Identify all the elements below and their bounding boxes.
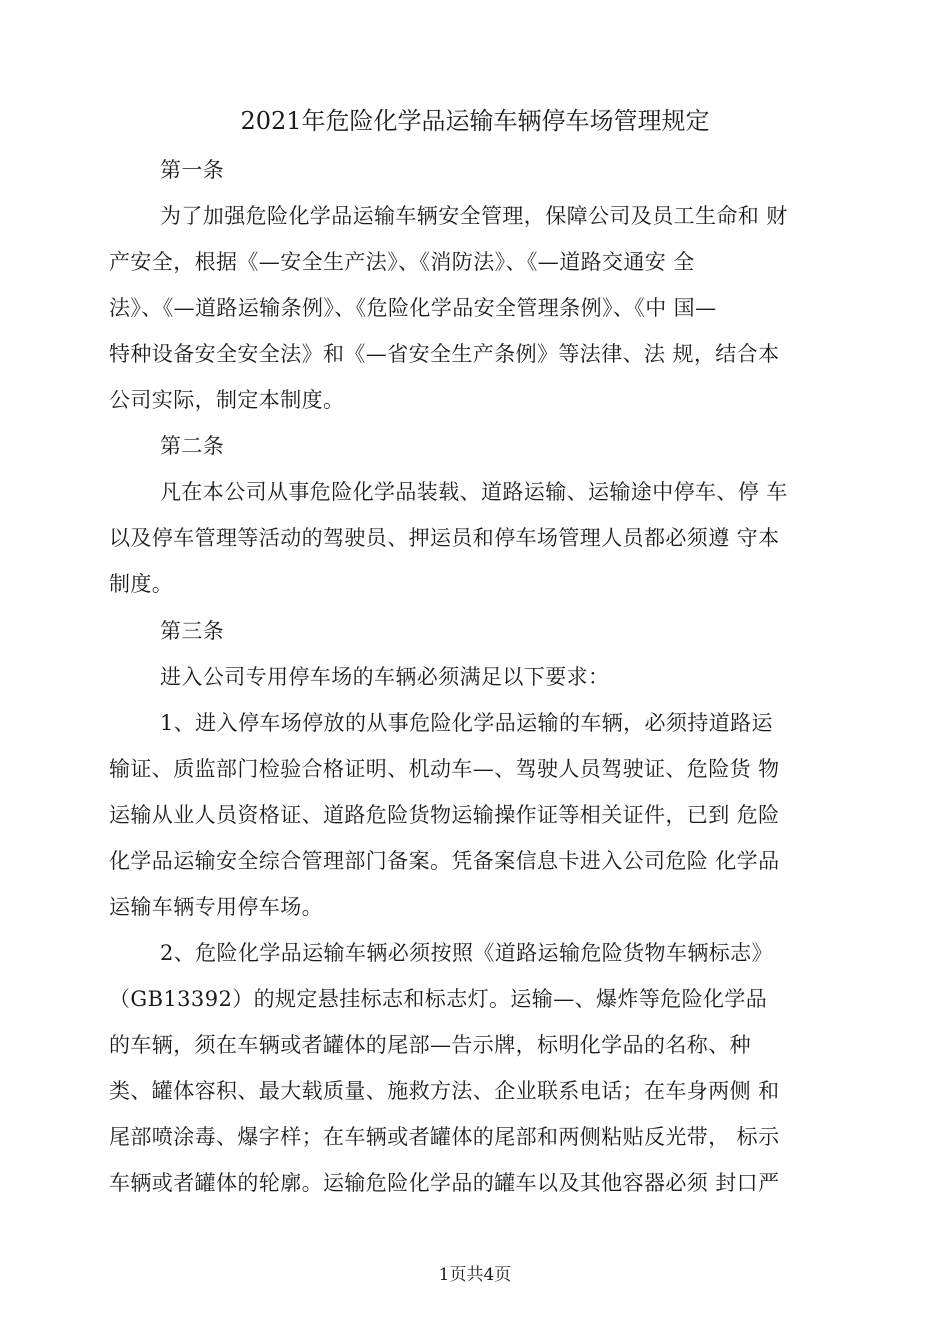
article-heading-1: 第一条 (160, 158, 225, 182)
paragraph-line: 公司实际，制定本制度。 (109, 388, 345, 412)
paragraph-line: 运输从业人员资格证、道路危险货物运输操作证等相关证件，已到 危险 (109, 803, 780, 827)
paragraph-line: 2、危险化学品运输车辆必须按照《道路运输危险货物车辆标志》 (160, 941, 773, 965)
paragraph-line: 制度。 (109, 572, 174, 596)
page-number: 1页共4页 (438, 1265, 512, 1285)
article-heading-2: 第二条 (160, 434, 225, 458)
paragraph-line: 产安全，根据《—安全生产法》、《消防法》、《—道路交通安 全 (109, 250, 695, 274)
paragraph-line: 化学品运输安全综合管理部门备案。凭备案信息卡进入公司危险 化学品 (109, 849, 780, 873)
paragraph-line: 运输车辆专用停车场。 (109, 895, 323, 919)
paragraph-line: 输证、质监部门检验合格证明、机动车—、驾驶人员驾驶证、危险货 物 (109, 757, 780, 781)
paragraph-line: 类、罐体容积、最大载质量、施救方法、企业联系电话；在车身两侧 和 (109, 1079, 780, 1103)
paragraph-line: 以及停车管理等活动的驾驶员、押运员和停车场管理人员都必须遵 守本 (109, 526, 780, 550)
paragraph-line: 的车辆，须在车辆或者罐体的尾部—告示牌，标明化学品的名称、种 (109, 1033, 751, 1057)
document-title: 2021年危险化学品运输车辆停车场管理规定 (240, 107, 710, 135)
paragraph-line: 法》、《—道路运输条例》、《危险化学品安全管理条例》、《中 国— (109, 296, 717, 320)
paragraph-line: 特种设备安全安全法》和《—省安全生产条例》等法律、法 规，结合本 (109, 342, 780, 366)
paragraph-line: 进入公司专用停车场的车辆必须满足以下要求： (160, 665, 610, 689)
article-heading-3: 第三条 (160, 619, 225, 643)
paragraph-line: 1、进入停车场停放的从事危险化学品运输的车辆，必须持道路运 (160, 711, 773, 735)
paragraph-line: （GB13392）的规定悬挂标志和标志灯。运输—、爆炸等危险化学品 (109, 987, 768, 1011)
paragraph-line: 为了加强危险化学品运输车辆安全管理，保障公司及员工生命和 财 (160, 204, 788, 228)
paragraph-line: 车辆或者罐体的轮廓。运输危险化学品的罐车以及其他容器必须 封口严 (109, 1171, 780, 1195)
paragraph-line: 尾部喷涂毒、爆字样；在车辆或者罐体的尾部和两侧粘贴反光带， 标示 (109, 1125, 780, 1149)
paragraph-line: 凡在本公司从事危险化学品装载、道路运输、运输途中停车、停 车 (160, 480, 788, 504)
